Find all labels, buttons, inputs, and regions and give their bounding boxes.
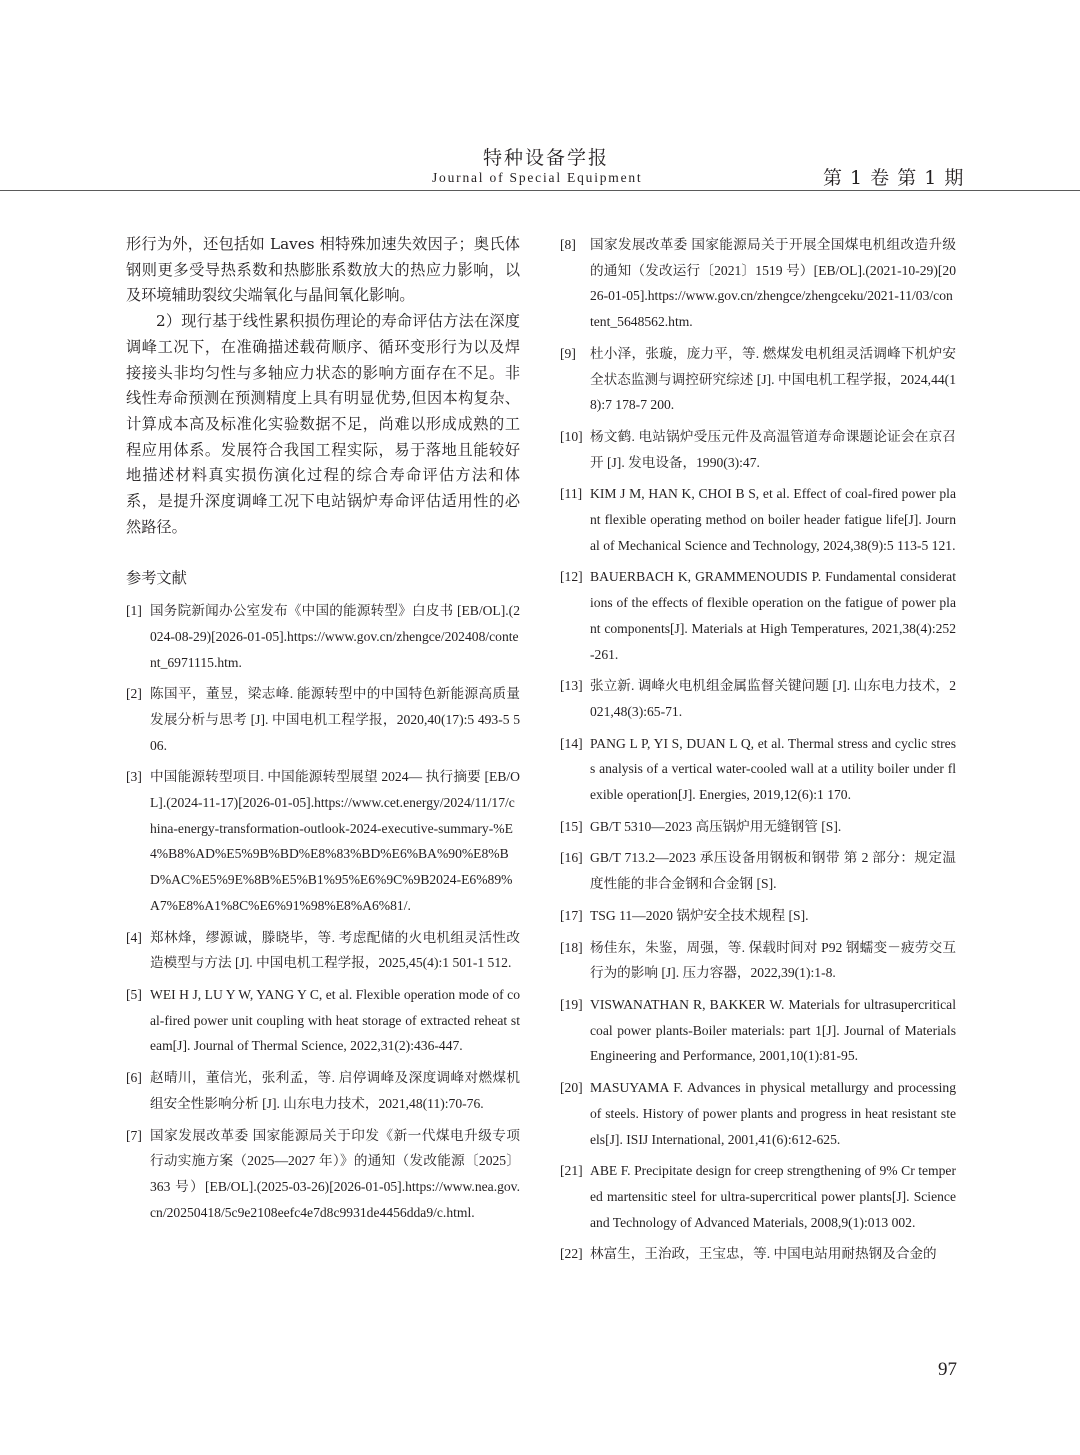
reference-number: [14] [560,735,583,751]
reference-text: 郑林烽，缪源诚，滕晓毕，等. 考虑配储的火电机组灵活性改造模型与方法 [J]. 中国电机工程学报，2025,45(4):1 501-1 512. [150,929,520,971]
reference-number: [10] [560,428,583,444]
reference-number: [12] [560,569,583,585]
right-column [560,232,956,1267]
reference-item [560,903,956,929]
reference-item [126,1123,520,1226]
header-rule [0,190,1080,191]
reference-item [560,564,956,667]
reference-number: [6] [126,1070,142,1086]
reference-number: [19] [560,996,583,1012]
reference-text: 林富生，王治政，王宝忠，等. 中国电站用耐热钢及合金的 [590,1246,937,1262]
reference-item [560,1241,956,1267]
reference-number: [22] [560,1246,583,1262]
reference-number: [8] [560,237,576,252]
reference-number: [18] [560,939,583,955]
issue-label: 第 1 卷 第 1 期 [823,167,965,189]
reference-number: [11] [560,486,583,502]
reference-number: [7] [126,1127,142,1143]
reference-item [560,481,956,558]
reference-number: [3] [126,769,142,785]
reference-item [560,1158,956,1235]
reference-item [560,992,956,1069]
reference-text: GB/T 5310—2023 高压锅炉用无缝钢管 [S]. [590,818,842,834]
reference-text: 陈国平，董昱，梁志峰. 能源转型中的中国特色新能源高质量发展分析与思考 [J]. 中国电机工程学报，2020,40(17):5 493-5 506. [150,686,520,753]
reference-number: [2] [126,686,142,702]
reference-item [560,814,956,840]
reference-number: [16] [560,850,583,866]
reference-item [560,731,956,808]
page-number: 97 [938,1359,957,1380]
reference-text: TSG 11—2020 锅炉安全技术规程 [S]. [590,907,809,923]
reference-item [560,424,956,475]
reference-item [560,341,956,418]
body-paragraph-1: 形行为外，还包括如 Laves 相特殊加速失效因子；奥氏体钢则更多受导热系数和热膨胀系数放大的热应力影响，以及环境辅助裂纹尖端氧化与晶间氧化影响。 [126,235,520,305]
journal-title-cn: 特种设备学报 [483,147,610,169]
reference-number: [13] [560,678,583,694]
reference-number: [5] [126,986,142,1002]
reference-item [560,845,956,896]
reference-text: MASUYAMA F. Advances in physical metallurgy and processing of steels. History of power plants and progress in heat resistant steels[J]. ISIJ International, 2001,41(6):612-625. [590,1080,956,1147]
reference-text: KIM J M, HAN K, CHOI B S, et al. Effect of coal-fired power plant flexible operating method on boiler header fatigue life[J]. Journal of Mechanical Science and Technology, 2024,38(9):5 113-5 121. [590,486,956,553]
reference-item [126,681,520,758]
reference-number: [17] [560,907,583,923]
reference-number: [20] [560,1080,583,1096]
reference-item [560,673,956,724]
reference-item [126,1065,520,1116]
reference-text: 国家发展改革委 国家能源局关于印发《新一代煤电升级专项行动实施方案（2025—2027 年）》的通知（发改能源〔2025〕363 号）[EB/OL].(2025-03-26)[2026-01-05].https://www.nea.gov.cn/20250418/5c9e2108eefc4e7d8c9931de4456dda9/c.html. [150,1127,520,1220]
reference-text: ABE F. Precipitate design for creep strengthening of 9% Cr tempered martensitic steel for ultra-supercritical power plants[J]. Science and Technology of Advanced Materials, 2008,9(1):013 002. [590,1163,956,1230]
reference-number: [15] [560,818,583,834]
reference-text: VISWANATHAN R, BAKKER W. Materials for ultrasupercritical coal power plants-Boiler materials: part 1[J]. Journal of Materials Engineering and Performance, 2001,10(1):81-95. [590,996,956,1064]
journal-title-en: Journal of Special Equipment [432,170,643,185]
reference-text: BAUERBACH K, GRAMMENOUDIS P. Fundamental considerations of the effects of flexible operation on the fatigue of power plant components[J]. Materials at High Temperatures, 2021,38(4):252-261. [590,569,956,662]
reference-text: 杜小泽，张璇，庞力平，等. 燃煤发电机组灵活调峰下机炉安全状态监测与调控研究综述 [J]. 中国电机工程学报，2024,44(18):7 178-7 200. [590,345,956,413]
reference-text: 张立新. 调峰火电机组金属监督关键问题 [J]. 山东电力技术，2021,48(3):65-71. [590,678,956,719]
reference-number: [9] [560,345,576,361]
reference-number: [4] [126,929,142,945]
reference-item [560,935,956,986]
reference-text: 赵晴川，董信光，张利孟，等. 启停调峰及深度调峰对燃煤机组安全性影响分析 [J]. 山东电力技术，2021,48(11):70-76. [150,1070,520,1111]
reference-text: WEI H J, LU Y W, YANG Y C, et al. Flexible operation mode of coal-fired power unit coupling with heat storage of extracted reheat steam[J]. Journal of Thermal Science, 2022,31(2):436-447. [150,986,520,1054]
reference-text: 中国能源转型项目. 中国能源转型展望 2024— 执行摘要 [EB/OL].(2024-11-17)[2026-01-05].https://www.cet.energy/2024/11/17/china-energy-transformation-outlook-2024-executive-summary-%E4%B8%AD%E5%9B%BD%E8%83%BD%E6%BA%90%E8%BD%AC%E5%9E%8B%E5%B1%95%E6%9C%9B2024-E6%89%A7%E8%A1%8C%E6%91%98%E8%A6%81/. [150,769,520,913]
reference-item [126,764,520,918]
reference-item [560,232,956,335]
reference-text: 国务院新闻办公室发布《中国的能源转型》白皮书 [EB/OL].(2024-08-29)[2026-01-05].https://www.gov.cn/zhengce/202408/content_6971115.htm. [150,603,520,670]
reference-item [126,598,520,675]
reference-item [126,925,520,976]
reference-text: GB/T 713.2—2023 承压设备用钢板和钢带 第 2 部分：规定温度性能的非合金钢和合金钢 [S]. [590,850,956,892]
reference-text: PANG L P, YI S, DUAN L Q, et al. Thermal stress and cyclic stress analysis of a vertical water-cooled wall at a utility boiler under flexible operation[J]. Energies, 2019,12(6):1 170. [590,735,956,803]
references-heading: 参考文献 [126,569,187,588]
reference-item [560,1075,956,1152]
reference-text: 杨文鹤. 电站锅炉受压元件及高温管道寿命课题论证会在京召开 [J]. 发电设备，1990(3):47. [590,428,956,470]
reference-text: 杨佳东，朱鉴，周强，等. 保载时间对 P92 钢蠕变－疲劳交互行为的影响 [J]. 压力容器，2022,39(1):1-8. [590,939,956,981]
reference-number: [1] [126,603,142,619]
body-paragraph-2: 2）现行基于线性累积损伤理论的寿命评估方法在深度调峰工况下，在准确描述载荷顺序、循环变形行为以及焊接接头非均匀性与多轴应力状态的影响方面存在不足。非线性寿命预测在预测精度上具有明显优势,但因本构复杂、计算成本高及标准化实验数据不足，尚难以形成成熟的工程应用体系。发展符合我国工程实际，易于落地且能较好地描述材料真实损伤演化过程的综合寿命评估方法和体系，是提升深度调峰工况下电站锅炉寿命评估适用性的必然路径。 [126,312,520,536]
left-column [126,232,520,1225]
reference-number: [21] [560,1163,583,1179]
reference-text: 国家发展改革委 国家能源局关于开展全国煤电机组改造升级的通知（发改运行〔2021〕1519 号）[EB/OL].(2021-10-29)[2026-01-05].https://www.gov.cn/zhengce/zhengceku/2021-11/03/content_5648562.htm. [590,237,956,330]
reference-item [126,982,520,1059]
